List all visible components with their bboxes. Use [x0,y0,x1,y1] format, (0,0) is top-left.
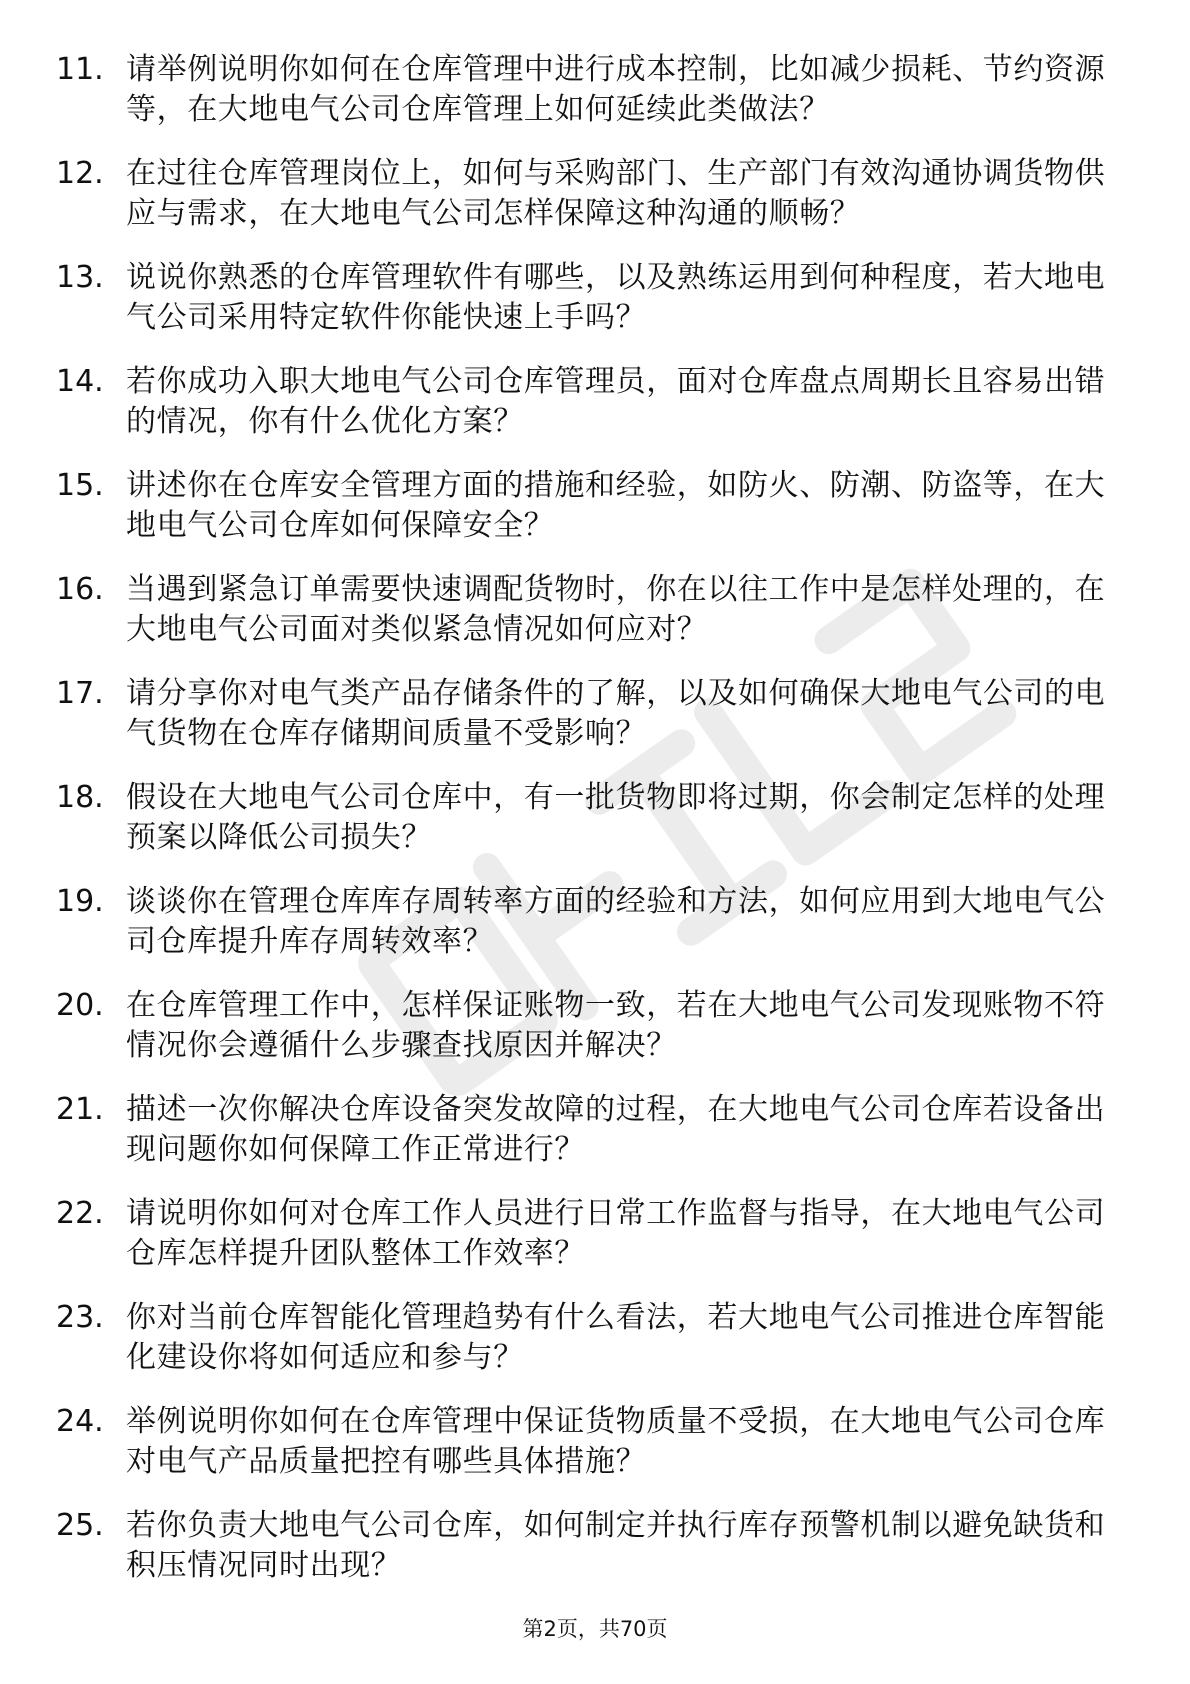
question-item [0,1402,1190,1506]
question-number: 11. [56,52,104,87]
question-number: 14. [56,364,104,399]
question-text: 请分享你对电气类产品存储条件的了解，以及如何确保大地电气公司的电气货物在仓库存储期间质量不受影响？ [126,676,1106,751]
question-text: 说说你熟悉的仓库管理软件有哪些，以及熟练运用到何种程度，若大地电气公司采用特定软件你能快速上手吗？ [126,260,1106,335]
question-text: 若你负责大地电气公司仓库，如何制定并执行库存预警机制以避免缺货和积压情况同时出现？ [126,1508,1106,1583]
question-item [0,986,1190,1090]
question-text: 当遇到紧急订单需要快速调配货物时，你在以往工作中是怎样处理的，在大地电气公司面对类似紧急情况如何应对？ [126,572,1106,647]
question-number: 19. [56,884,104,919]
question-item [0,1298,1190,1402]
question-text: 举例说明你如何在仓库管理中保证货物质量不受损，在大地电气公司仓库对电气产品质量把控有哪些具体措施？ [126,1404,1106,1479]
question-number: 17. [56,676,104,711]
question-item [0,362,1190,466]
question-item [0,1090,1190,1194]
question-number: 22. [56,1196,104,1231]
question-text: 假设在大地电气公司仓库中，有一批货物即将过期，你会制定怎样的处理预案以降低公司损失？ [126,780,1106,855]
page-footer: 第2页，共70页 [522,1617,668,1641]
question-text: 讲述你在仓库安全管理方面的措施和经验，如防火、防潮、防盗等，在大地电气公司仓库如何保障安全？ [126,468,1106,543]
question-number: 20. [56,988,104,1023]
question-text: 在过往仓库管理岗位上，如何与采购部门、生产部门有效沟通协调货物供应与需求，在大地电气公司怎样保障这种沟通的顺畅？ [126,156,1106,231]
question-number: 13. [56,260,104,295]
question-list [0,50,1190,1610]
question-item [0,466,1190,570]
question-number: 21. [56,1092,104,1127]
question-number: 18. [56,780,104,815]
question-text: 描述一次你解决仓库设备突发故障的过程，在大地电气公司仓库若设备出现问题你如何保障工作正常进行？ [126,1092,1106,1167]
question-item [0,570,1190,674]
question-number: 25. [56,1508,104,1543]
question-item [0,1506,1190,1610]
question-number: 12. [56,156,104,191]
question-number: 15. [56,468,104,503]
question-item [0,50,1190,154]
question-number: 23. [56,1300,104,1335]
question-item [0,674,1190,778]
question-item [0,154,1190,258]
question-number: 24. [56,1404,104,1439]
question-text: 谈谈你在管理仓库库存周转率方面的经验和方法，如何应用到大地电气公司仓库提升库存周转效率？ [126,884,1106,959]
question-text: 请说明你如何对仓库工作人员进行日常工作监督与指导，在大地电气公司仓库怎样提升团队整体工作效率？ [126,1196,1106,1271]
question-text: 在仓库管理工作中，怎样保证账物一致，若在大地电气公司发现账物不符情况你会遵循什么步骤查找原因并解决？ [126,988,1106,1063]
question-text: 若你成功入职大地电气公司仓库管理员，面对仓库盘点周期长且容易出错的情况，你有什么优化方案？ [126,364,1106,439]
question-item [0,258,1190,362]
question-number: 16. [56,572,104,607]
question-item [0,778,1190,882]
question-text: 请举例说明你如何在仓库管理中进行成本控制，比如减少损耗、节约资源等，在大地电气公司仓库管理上如何延续此类做法？ [126,52,1106,127]
question-item [0,882,1190,986]
question-text: 你对当前仓库智能化管理趋势有什么看法，若大地电气公司推进仓库智能化建设你将如何适应和参与？ [126,1300,1106,1375]
question-item [0,1194,1190,1298]
